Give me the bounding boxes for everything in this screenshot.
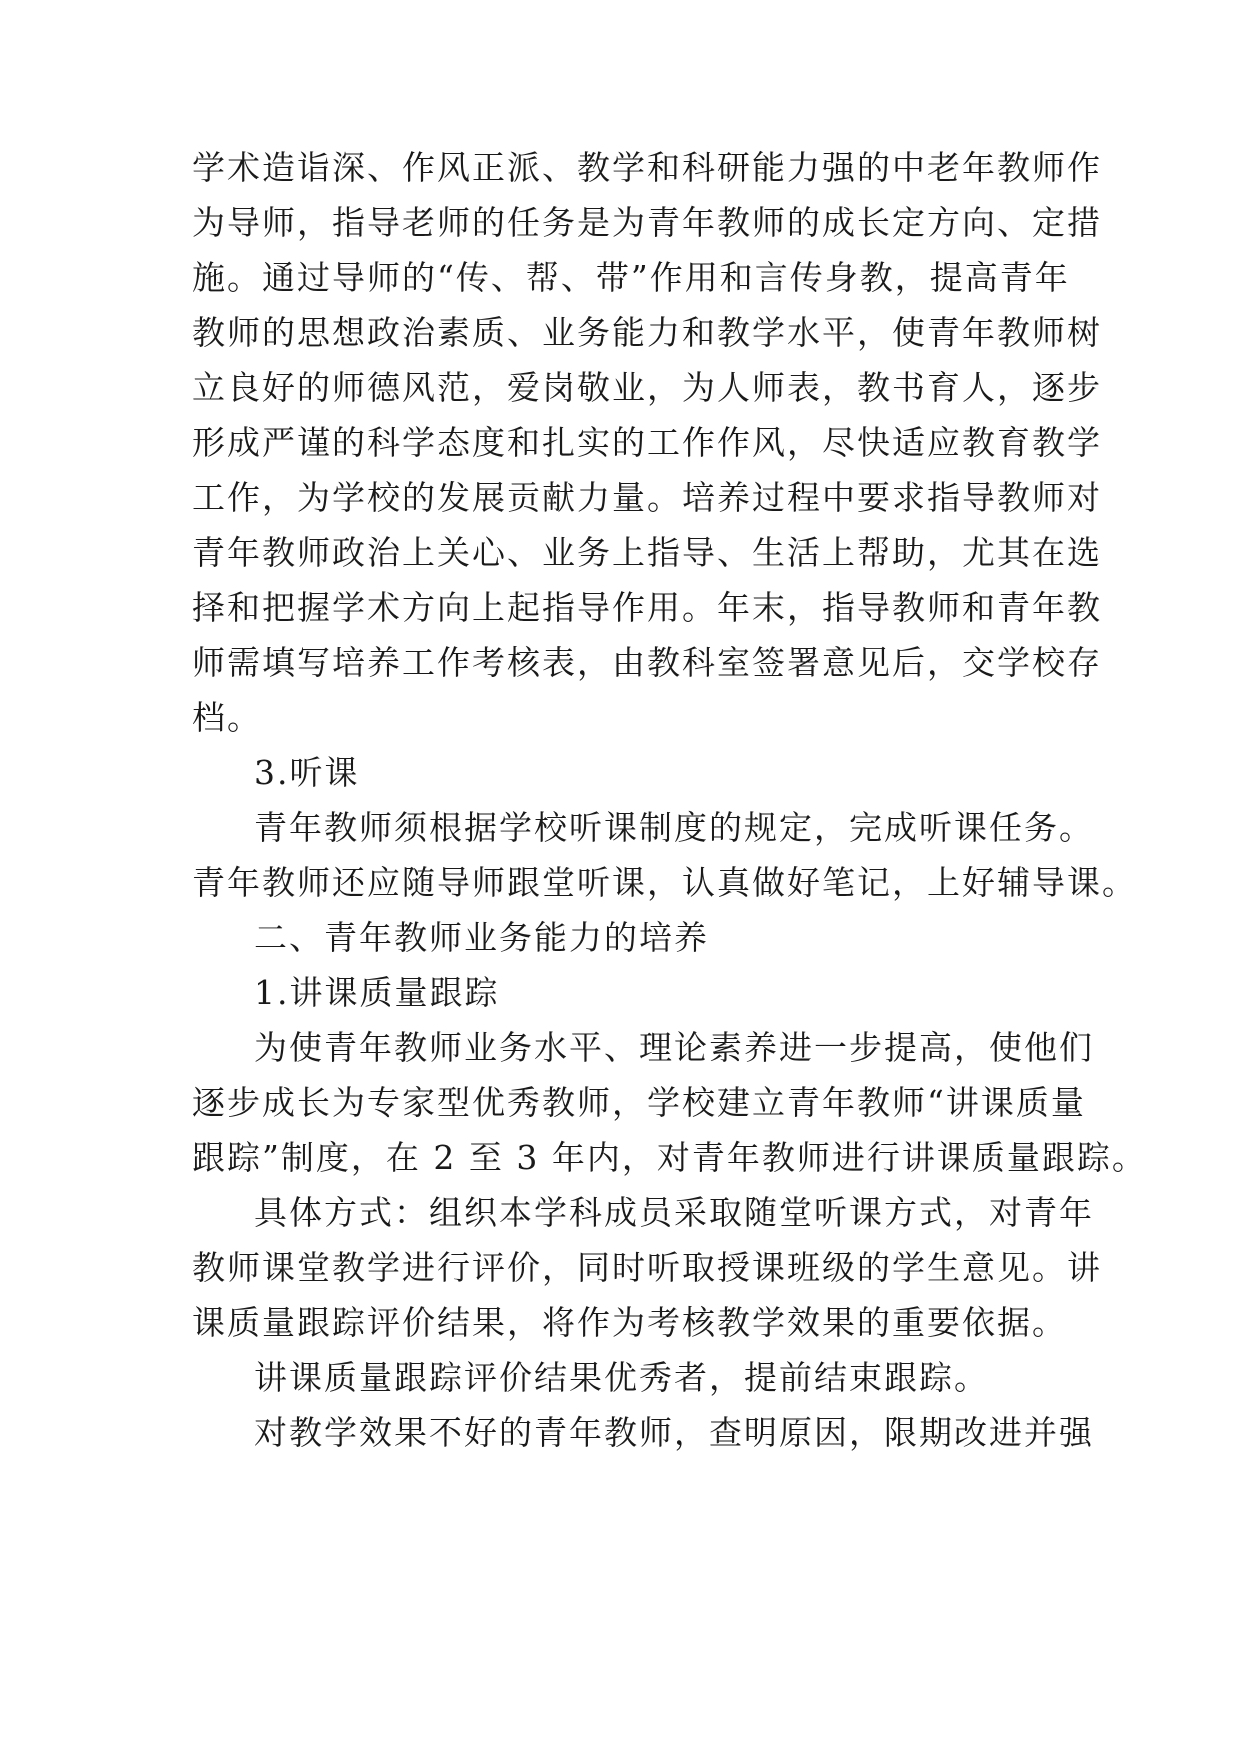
- text-line: 逐步成长为专家型优秀教师，学校建立青年教师“讲课质量: [192, 1083, 1086, 1122]
- text-line: 学术造诣深、作风正派、教学和科研能力强的中老年教师作: [192, 148, 1102, 187]
- text-line: 青年教师须根据学校听课制度的规定，完成听课任务。: [254, 808, 1094, 847]
- text-line: 教师的思想政治素质、业务能力和教学水平，使青年教师树: [192, 313, 1102, 352]
- text-line: 师需填写培养工作考核表，由教科室签署意见后，交学校存: [192, 643, 1102, 682]
- section-heading: 二、青年教师业务能力的培养: [254, 918, 709, 957]
- text-line: 课质量跟踪评价结果，将作为考核教学效果的重要依据。: [192, 1303, 1067, 1342]
- text-line: 立良好的师德风范，爱岗敬业，为人师表，教书育人，逐步: [192, 368, 1102, 407]
- text-line: 择和把握学术方向上起指导作用。年末，指导教师和青年教: [192, 588, 1102, 627]
- text-line: 形成严谨的科学态度和扎实的工作作风，尽快适应教育教学: [192, 423, 1102, 462]
- text-line: 为使青年教师业务水平、理论素养进一步提高，使他们: [254, 1028, 1094, 1067]
- text-line: 教师课堂教学进行评价，同时听取授课班级的学生意见。讲: [192, 1248, 1102, 1287]
- text-line: 对教学效果不好的青年教师，查明原因，限期改进并强: [254, 1413, 1094, 1452]
- text-line: 跟踪”制度，在 2 至 3 年内，对青年教师进行讲课质量跟踪。: [192, 1138, 1147, 1177]
- section-heading: 3.听课: [254, 753, 360, 792]
- text-line: 青年教师还应随导师跟堂听课，认真做好笔记，上好辅导课。: [192, 863, 1137, 902]
- text-line: 施。通过导师的“传、帮、带”作用和言传身教，提高青年: [192, 258, 1070, 297]
- text-line: 档。: [192, 698, 262, 737]
- text-line: 为导师，指导老师的任务是为青年教师的成长定方向、定措: [192, 203, 1102, 242]
- section-heading: 1.讲课质量跟踪: [254, 973, 500, 1012]
- text-line: 讲课质量跟踪评价结果优秀者，提前结束跟踪。: [254, 1358, 989, 1397]
- text-line: 具体方式：组织本学科成员采取随堂听课方式，对青年: [254, 1193, 1094, 1232]
- text-line: 青年教师政治上关心、业务上指导、生活上帮助，尤其在选: [192, 533, 1102, 572]
- text-line: 工作，为学校的发展贡献力量。培养过程中要求指导教师对: [192, 478, 1102, 517]
